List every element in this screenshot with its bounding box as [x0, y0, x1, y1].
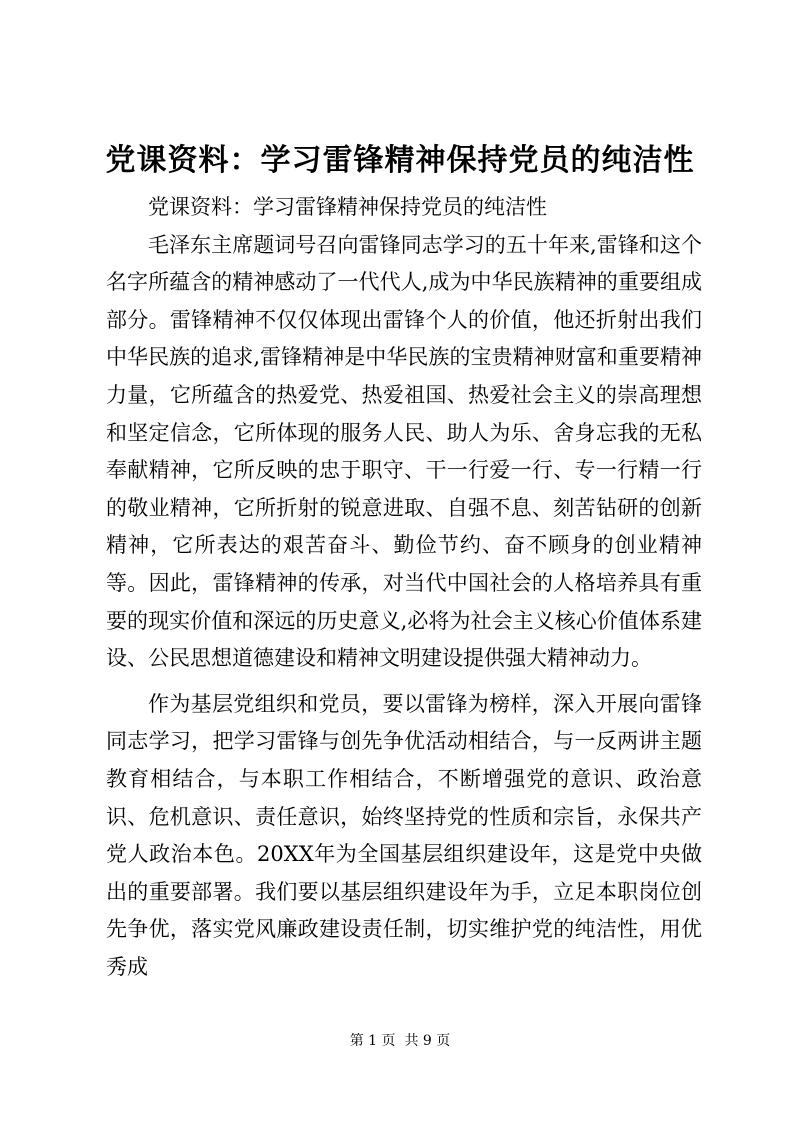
paragraph-spacer: [106, 678, 702, 686]
subtitle-line: 党课资料：学习雷锋精神保持党员的纯洁性: [148, 195, 547, 219]
body-paragraph: 作为基层党组织和党员，要以雷锋为榜样，深入开展向雷锋同志学习，把学习雷锋与创先争优活动相结合，与一反两讲主题教育相结合，与本职工作相结合，不断增强党的意识、政治意识、危机意识、责任意识，始终坚持党的性质和宗旨，永保共产党人政治本色。20XX年为全国基层组织建设年，这是党中央做出的重要部署。我们要以基层组织建设年为手，立足本职岗位创先争优，落实党风廉政建设责任制，切实维护党的纯洁性，用优秀成: [106, 691, 702, 979]
body-paragraph: 毛泽东主席题词号召向雷锋同志学习的五十年来,雷锋和这个名字所蕴含的精神感动了一代代人,成为中华民族精神的重要组成部分。雷锋精神不仅仅体现出雷锋个人的价值，他还折射出我们中华民族的追求,雷锋精神是中华民族的宝贵精神财富和重要精神力量，它所蕴含的热爱党、热爱祖国、热爱社会主义的崇高理想和坚定信念，它所体现的服务人民、助人为乐、舍身忘我的无私奉献精神，它所反映的忠于职守、干一行爱一行、专一行精一行的敬业精神，它所折射的锐意进取、自强不息、刻苦钻研的创新精神，它所表达的艰苦奋斗、勤俭节约、奋不顾身的创业精神等。因此，雷锋精神的传承，对当代中国社会的人格培养具有重要的现实价值和深远的历史意义,必将为社会主义核心价值体系建设、公民思想道德建设和精神文明建设提供强大精神动力。: [106, 232, 702, 671]
document-body: [106, 189, 702, 986]
document-title: 党课资料：学习雷锋精神保持党员的纯洁性: [105, 143, 695, 178]
page-footer: 第 1 页 共 9 页: [349, 1033, 451, 1049]
